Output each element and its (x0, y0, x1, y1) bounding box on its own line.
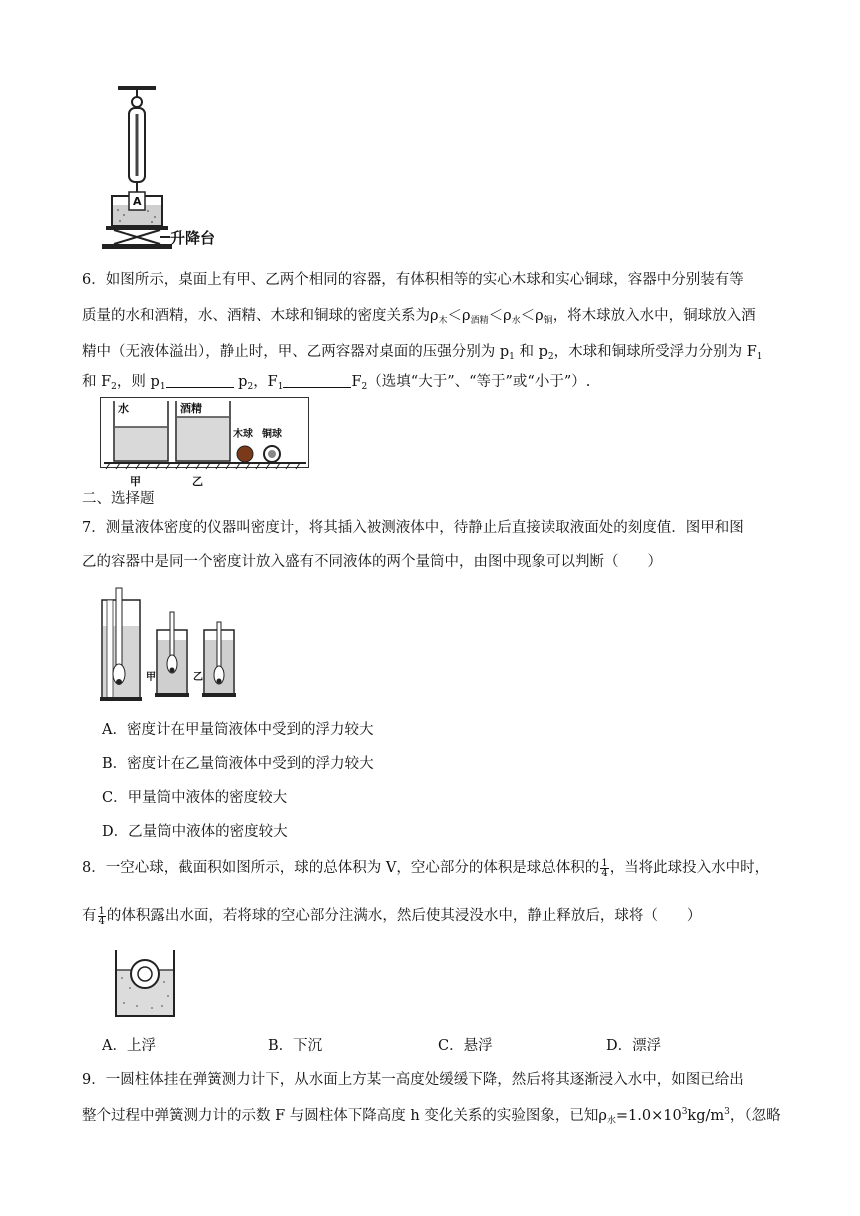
q6-line-4: 和 $F_2$，则 $p_1$ $p_2$，$F_1$ $F_2$（选填“大于”、“等于”或“小于”）. (82, 374, 591, 392)
q8-number: 8． (82, 860, 106, 876)
answer-blank-2[interactable] (283, 373, 351, 388)
label-wood-ball: 木球 (233, 429, 253, 440)
q8-line-1: 8．一空心球，截面积如图所示，球的总体积为 V，空心部分的体积是球总体积的 $\frac{1}{4}$ ，当将此球投入水中时， (82, 857, 770, 879)
q6-line-3: 精中（无液体溢出），静止时，甲、乙两容器对桌面的压强分别为 $p_1$ 和 $p_2$，木球和铜球所受浮力分别为 $F_1$ (82, 344, 763, 362)
label-water: 水 (118, 402, 129, 415)
q7-hydrometer-figure (100, 586, 250, 704)
q6-containers-figure (100, 397, 310, 489)
q8-option-a[interactable]: A．上浮 (102, 1038, 156, 1054)
q8-line-2: 有 $\frac{1}{4}$ 的体积露出水面，若将球的空心部分注满水，然后使其浸没水中，静止释放后，球将（ ） (82, 905, 702, 927)
q9-number: 9． (82, 1072, 106, 1088)
block-letter: A (133, 195, 142, 208)
lifting-platform-label: 升降台 (170, 229, 216, 247)
q9-line-2: 整个过程中弹簧测力计的示数 F 与圆柱体下降高度 h 变化关系的实验图象，已知$\rho_水=1.0\times 10^3kg/m^3$，（忽略 (82, 1107, 781, 1126)
q7-line-1: 7．测量液体密度的仪器叫密度计，将其插入被测液体中，待静止后直接读取液面处的刻度值．图甲和图 (82, 520, 744, 536)
q8-option-c[interactable]: C．悬浮 (438, 1038, 493, 1054)
section-heading: 二、选择题 (82, 491, 155, 507)
q6-line-2: 质量的水和酒精，水、酒精、木球和铜球的密度关系为$\rho_木<\rho_{酒精}<\rho_水<\rho_铜$，将木球放入水中，铜球放入酒 (82, 308, 756, 326)
q9-line-1: 9．一圆柱体挂在弹簧测力计下，从水面上方某一高度处缓缓下降，然后将其逐渐浸入水中，如图已给出 (82, 1072, 744, 1088)
label-jia: 甲 (130, 475, 141, 488)
label-jia: 甲 (146, 672, 156, 683)
q7-number: 7． (82, 520, 106, 536)
label-copper-ball: 铜球 (262, 429, 282, 440)
q7-option-a[interactable]: A．密度计在甲量筒液体中受到的浮力较大 (102, 722, 374, 738)
q7-line-2: 乙的容器中是同一个密度计放入盛有不同液体的两个量筒中，由图中现象可以判断（ ） (82, 554, 662, 570)
q6-number: 6． (82, 272, 106, 288)
fraction-one-quarter: $\frac{1}{4}$ (98, 905, 105, 927)
q8-hollow-ball-figure (112, 948, 182, 1020)
answer-blank-1[interactable] (166, 373, 234, 388)
q6-line-1: 6．如图所示，桌面上有甲、乙两个相同的容器，有体积相等的实心木球和实心铜球，容器中分别装有等 (82, 272, 744, 288)
q8-option-b[interactable]: B．下沉 (268, 1038, 323, 1054)
label-alcohol: 酒精 (180, 402, 202, 415)
q7-option-b[interactable]: B．密度计在乙量筒液体中受到的浮力较大 (102, 756, 374, 772)
q7-option-c[interactable]: C．甲量筒中液体的密度较大 (102, 790, 288, 806)
label-yi: 乙 (193, 672, 203, 683)
label-yi: 乙 (192, 475, 203, 488)
q8-option-d[interactable]: D．漂浮 (606, 1038, 662, 1054)
q7-option-d[interactable]: D．乙量筒中液体的密度较大 (102, 824, 288, 840)
fraction-one-quarter: $\frac{1}{4}$ (601, 857, 608, 879)
